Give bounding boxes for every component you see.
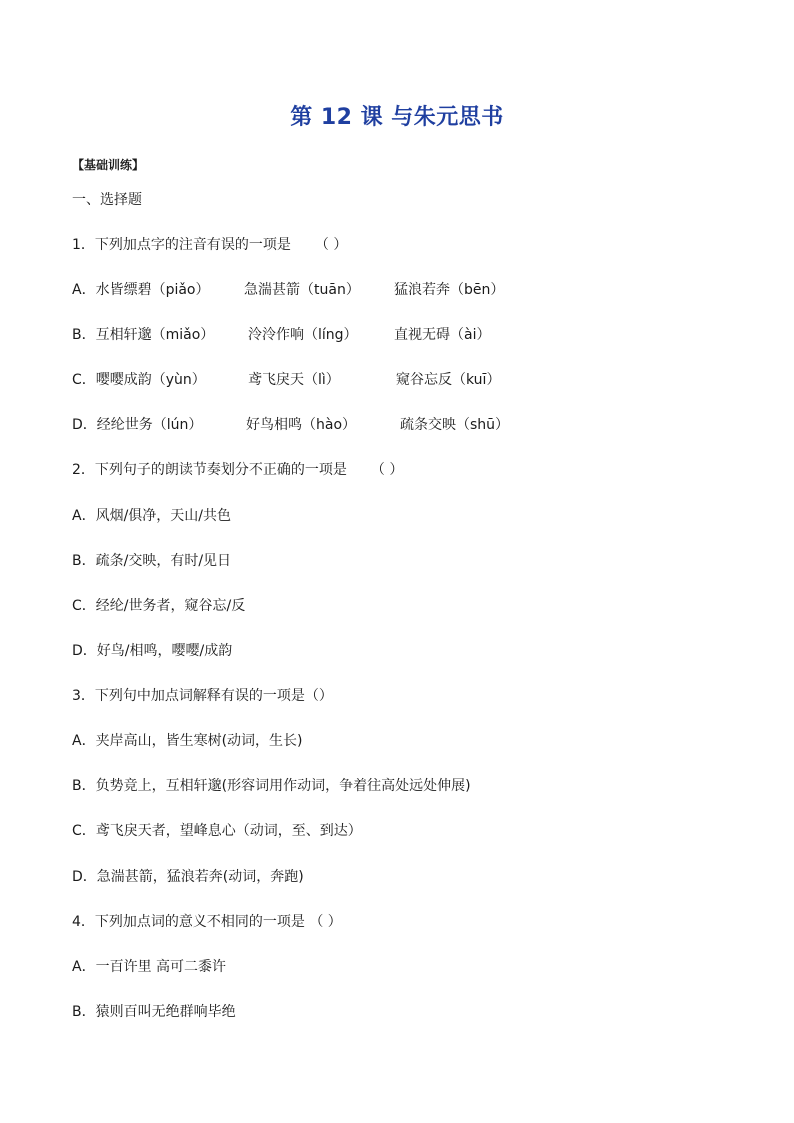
option-part: 好鸟相鸣（hào） [246, 417, 357, 433]
option-part: 鸢飞戾天（lì） [248, 372, 340, 388]
option-part: 窥谷忘反（kuī） [396, 372, 501, 388]
option-part: 疏条交映（shū） [400, 417, 510, 433]
question-4-stem: 4．下列加点词的意义不相同的一项是 （ ） [72, 914, 342, 930]
question-2-option-b: B．疏条/交映，有时/见日 [72, 553, 232, 569]
question-2-option-d: D．好鸟/相鸣，嘤嘤/成韵 [72, 643, 233, 659]
option-part: 急湍甚箭（tuān） [244, 282, 360, 298]
option-part: 泠泠作响（líng） [248, 327, 358, 343]
option-part: 直视无碍（ài） [394, 327, 491, 343]
option-part: 猛浪若奔（bēn） [394, 282, 505, 298]
question-3-stem: 3．下列句中加点词解释有误的一项是（） [72, 688, 333, 704]
question-1-option-a [72, 280, 532, 300]
option-part: C．嘤嘤成韵（yùn） [72, 372, 206, 388]
question-stem-text: 1．下列加点字的注音有误的一项是 [72, 237, 291, 253]
question-4-option-a: A．一百许里 高可二黍许 [72, 959, 227, 975]
option-part: A．水皆缥碧（piǎo） [72, 282, 210, 298]
answer-paren: （ ） [314, 237, 348, 253]
question-2-option-a: A．风烟/俱净，天山/共色 [72, 508, 232, 524]
question-3-option-b: B．负势竞上，互相轩邈(形容词用作动词，争着往高处远处伸展) [72, 778, 471, 794]
question-4-option-b: B．猿则百叫无绝群响毕绝 [72, 1004, 236, 1020]
question-2-option-c: C．经纶/世务者，窥谷忘/反 [72, 598, 246, 614]
option-part: D．经纶世务（lún） [72, 417, 203, 433]
part-heading: 一、选择题 [72, 192, 142, 208]
question-1-option-d [72, 415, 532, 435]
question-3-option-a: A．夹岸高山，皆生寒树(动词，生长) [72, 733, 303, 749]
question-1-option-b [72, 325, 532, 345]
question-1-stem [72, 235, 347, 255]
answer-paren: （ ） [370, 462, 404, 478]
option-part: B．互相轩邈（miǎo） [72, 327, 215, 343]
question-2-stem [72, 460, 403, 480]
section-tag: 【基础训练】 [72, 158, 145, 172]
question-1-option-c [72, 370, 532, 390]
question-3-option-d: D．急湍甚箭，猛浪若奔(动词，奔跑) [72, 869, 304, 885]
question-stem-text: 2．下列句子的朗读节奏划分不正确的一项是 [72, 462, 347, 478]
lesson-title: 第 12 课 与朱元思书 [290, 105, 504, 130]
question-3-option-c: C．鸢飞戾天者，望峰息心（动词，至、到达） [72, 823, 362, 839]
